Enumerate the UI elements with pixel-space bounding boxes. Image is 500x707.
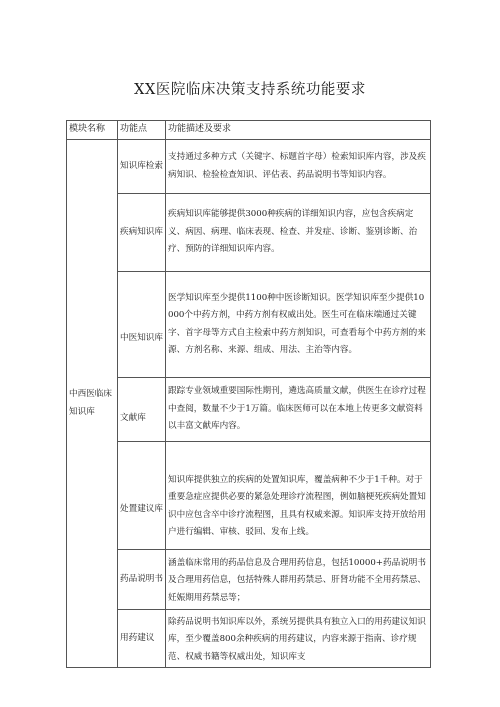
table-header-row (67, 121, 431, 140)
requirements-table (66, 120, 431, 668)
description-cell: 医学知识库至少提供1100种中医诊断知识。医学知识库至少提供10000个中药方剂，中药方剂有权威出处。医生可在临床端通过关键字、首字母等方式自主检索中药方剂知识，可查看每个中药方剂的来源、方剂名称、来源、组成、用法、主治等内容。 (166, 272, 431, 378)
table-row (67, 610, 431, 668)
description-cell: 疾病知识库能够提供3000种疾病的详细知识内容，应包含疾病定义、病因、病理、临床表现、检查、并发症、诊断、鉴别诊断、治疗、预防的详细知识库内容。 (166, 194, 431, 272)
header-description: 功能描述及要求 (166, 121, 431, 140)
header-feature: 功能点 (118, 121, 166, 140)
header-module: 模块名称 (67, 121, 118, 140)
table-row (67, 140, 431, 194)
table-row (67, 194, 431, 272)
feature-cell: 知识库检索 (118, 140, 166, 194)
feature-cell: 药品说明书 (118, 550, 166, 610)
module-name-cell: 中西医临床知识库 (67, 140, 118, 668)
feature-cell: 用药建议 (118, 610, 166, 668)
table-row (67, 378, 431, 442)
feature-cell: 疾病知识库 (118, 194, 166, 272)
description-cell: 除药品说明书知识库以外，系统另提供具有独立入口的用药建议知识库，至少覆盖800余种疾病的用药建议，内容来源于指南、诊疗规范、权威书籍等权威出处，知识库支 (166, 610, 431, 668)
table-row (67, 550, 431, 610)
document-title: XX医院临床决策支持系统功能要求 (134, 82, 366, 98)
table-row (67, 272, 431, 378)
table-row (67, 442, 431, 550)
description-cell: 知识库提供独立的疾病的处置知识库，覆盖病种不少于1千种。对于重要急症应提供必要的紧急处理诊疗流程图，例如脑梗死疾病处置知识中应包含卒中诊疗流程图，且具有权威来源。知识库支持开放给用户进行编辑、审核、驳回、发布上线。 (166, 442, 431, 550)
feature-cell: 文献库 (118, 378, 166, 442)
description-cell: 涵盖临床常用的药品信息及合理用药信息，包括10000+药品说明书及合理用药信息，包括特殊人群用药禁忌、肝肾功能不全用药禁忌、妊娠期用药禁忌等； (166, 550, 431, 610)
feature-cell: 中医知识库 (118, 272, 166, 378)
description-cell: 支持通过多种方式（关键字、标题首字母）检索知识库内容，涉及疾病知识、检验检查知识、评估表、药品说明书等知识内容。 (166, 140, 431, 194)
feature-cell: 处置建议库 (118, 442, 166, 550)
description-cell: 跟踪专业领域重要国际性期刊，遴选高质量文献，供医生在诊疗过程中查阅，数量不少于1万篇。临床医师可以在本地上传更多文献资料以丰富文献库内容。 (166, 378, 431, 442)
